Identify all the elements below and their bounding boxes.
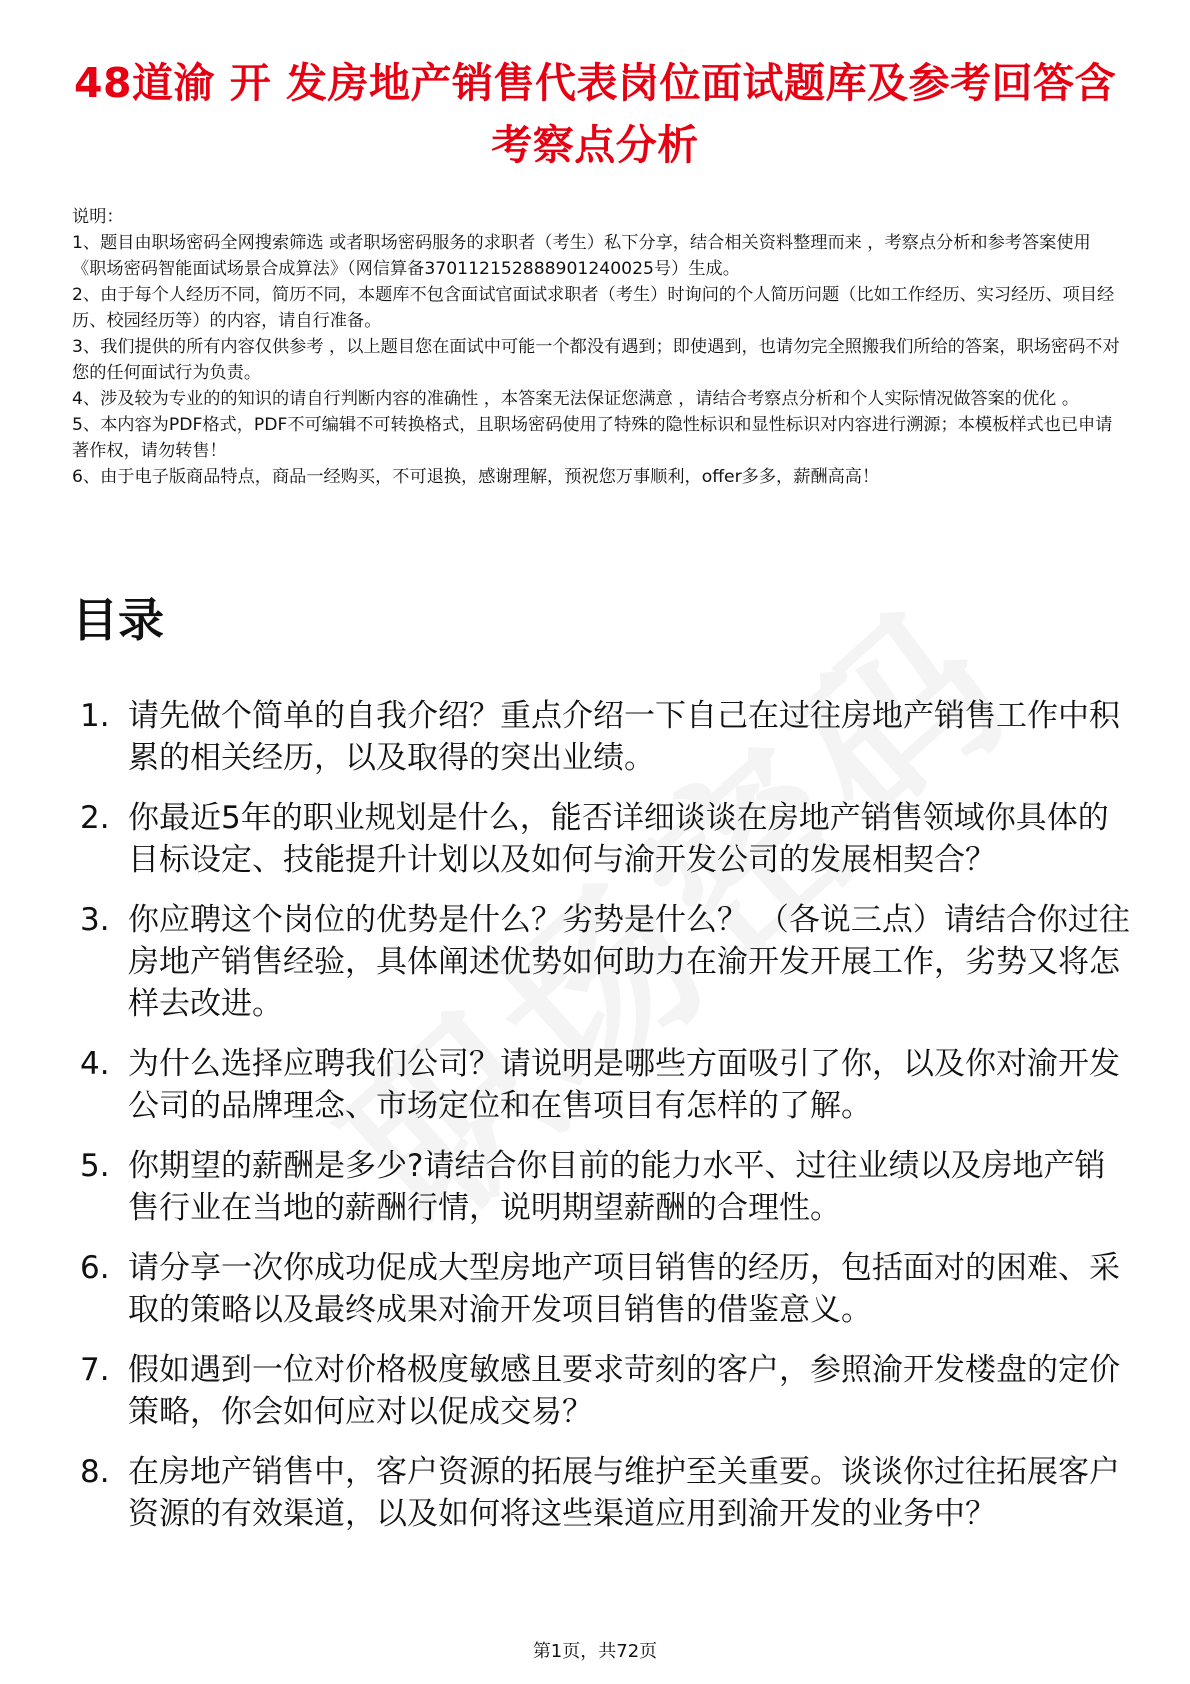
toc-item-text: 假如遇到一位对价格极度敏感且要求苛刻的客户，参照渝开发楼盘的定价策略，你会如何应对以促成交易？ bbox=[128, 1352, 1120, 1430]
note-item: 5、本内容为PDF格式，PDF不可编辑不可转换格式，且职场密码使用了特殊的隐性标识和显性标识对内容进行溯源；本模板样式也已申请著作权，请勿转售！ bbox=[72, 415, 1113, 461]
toc-heading: 目录 bbox=[72, 593, 164, 647]
toc-item-number: 8. bbox=[80, 1454, 110, 1490]
toc-item[interactable] bbox=[80, 1247, 1130, 1331]
toc-item-text: 为什么选择应聘我们公司？请说明是哪些方面吸引了你，以及你对渝开发公司的品牌理念、市场定位和在售项目有怎样的了解。 bbox=[128, 1046, 1120, 1124]
toc-list bbox=[80, 695, 1130, 1553]
document-title: 48道渝 开 发房地产销售代表岗位面试题库及参考回答含考察点分析 bbox=[73, 59, 1117, 169]
toc-item[interactable] bbox=[80, 899, 1130, 1025]
toc-item[interactable] bbox=[80, 797, 1130, 881]
note-item: 4、涉及较为专业的的知识的请自行判断内容的准确性 ，本答案无法保证您满意 ，请结合考察点分析和个人实际情况做答案的优化 。 bbox=[72, 389, 1080, 409]
toc-item-number: 5. bbox=[80, 1148, 110, 1184]
toc-item[interactable] bbox=[80, 1451, 1130, 1535]
toc-item-number: 3. bbox=[80, 902, 110, 938]
toc-item[interactable] bbox=[80, 1145, 1130, 1229]
notes-section bbox=[72, 204, 1122, 490]
notes-label: 说明： bbox=[72, 207, 124, 227]
toc-item-number: 1. bbox=[80, 698, 110, 734]
toc-item-text: 你最近5年的职业规划是什么，能否详细谈谈在房地产销售领域你具体的目标设定、技能提升计划以及如何与渝开发公司的发展相契合？ bbox=[128, 800, 1109, 878]
toc-item-text: 你应聘这个岗位的优势是什么？劣势是什么？ （各说三点）请结合你过往房地产销售经验，具体阐述优势如何助力在渝开发开展工作，劣势又将怎样去改进。 bbox=[128, 902, 1130, 1022]
toc-item-text: 在房地产销售中，客户资源的拓展与维护至关重要。谈谈你过往拓展客户资源的有效渠道，以及如何将这些渠道应用到渝开发的业务中？ bbox=[128, 1454, 1120, 1532]
note-item: 6、由于电子版商品特点，商品一经购买，不可退换，感谢理解，预祝您万事顺利，offer多多，薪酬高高！ bbox=[72, 467, 880, 487]
toc-item[interactable] bbox=[80, 695, 1130, 779]
toc-item[interactable] bbox=[80, 1349, 1130, 1433]
toc-item-number: 6. bbox=[80, 1250, 110, 1286]
page-footer: 第1页，共72页 bbox=[532, 1641, 658, 1662]
note-item: 3、我们提供的所有内容仅供参考 ，以上题目您在面试中可能一个都没有遇到；即使遇到，也请勿完全照搬我们所给的答案，职场密码不对您的任何面试行为负责。 bbox=[72, 337, 1120, 383]
note-item: 2、由于每个人经历不同，简历不同，本题库不包含面试官面试求职者（考生）时询问的个人简历问题（比如工作经历、实习经历、项目经历、校园经历等）的内容，请自行准备。 bbox=[72, 285, 1115, 331]
toc-item-text: 你期望的薪酬是多少?请结合你目前的能力水平、过往业绩以及房地产销售行业在当地的薪酬行情，说明期望薪酬的合理性。 bbox=[128, 1148, 1106, 1226]
toc-item-number: 2. bbox=[80, 800, 110, 836]
toc-item[interactable] bbox=[80, 1043, 1130, 1127]
toc-item-text: 请分享一次你成功促成大型房地产项目销售的经历，包括面对的困难、采取的策略以及最终成果对渝开发项目销售的借鉴意义。 bbox=[128, 1250, 1120, 1328]
toc-item-number: 4. bbox=[80, 1046, 110, 1082]
note-item: 1、题目由职场密码全网搜索筛选 或者职场密码服务的求职者（考生）私下分享，结合相关资料整理而来 ，考察点分析和参考答案使用《职场密码智能面试场景合成算法》（网信算备370112152888901240025号）生成。 bbox=[72, 233, 1091, 279]
toc-item-number: 7. bbox=[80, 1352, 110, 1388]
toc-item-text: 请先做个简单的自我介绍？重点介绍一下自己在过往房地产销售工作中积累的相关经历，以及取得的突出业绩。 bbox=[128, 698, 1120, 776]
